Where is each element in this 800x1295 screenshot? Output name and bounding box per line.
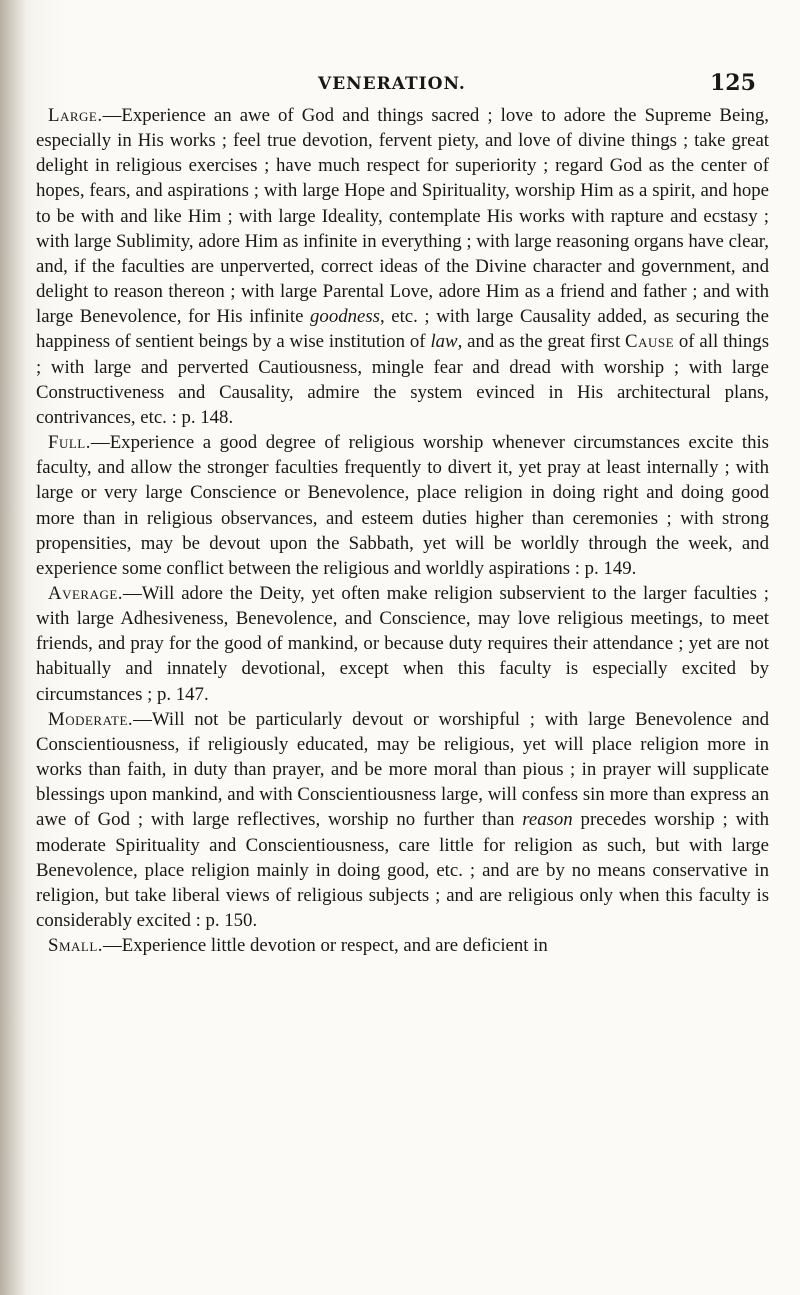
italic-text: goodness (310, 306, 380, 328)
section-term: Moderate. (48, 708, 134, 730)
section-term: Full. (48, 432, 91, 454)
paragraph-text: —Will not be particularly devout or worshipful ; with large Benevolence and Conscientiousness, if religiously educated, may be religious, yet will place religion more in works than faith, in duty than prayer, and be more moral than pious ; in prayer will supplicate blessings upon mankind, and with Conscientiousness large, will confess sin more than express an awe of God ; with large reflectives, worship no further than (36, 708, 769, 831)
page-header (0, 70, 800, 102)
paragraph-full (36, 430, 769, 581)
page-number: 125 (710, 70, 756, 96)
section-term: Small. (48, 935, 103, 957)
paragraph-text: —Experience little devotion or respect, and are deficient in (102, 935, 548, 957)
section-term: Large. (48, 105, 103, 126)
italic-text: law (430, 331, 458, 353)
paragraph-moderate (36, 707, 769, 933)
small-caps-text: Cause (625, 331, 675, 353)
paragraph-small (36, 933, 769, 958)
paragraph-text: , and as the great first (457, 331, 626, 353)
section-term: Average. (48, 582, 123, 604)
italic-text: reason (522, 809, 573, 831)
binding-shadow (0, 0, 26, 1295)
body-text (36, 103, 769, 958)
paragraph-text: —Experience a good degree of religious worship whenever circumstances excite this faculty, and allow the stronger faculties frequently to divert it, yet pray at least internally ; with large or very large Conscience or Benevolence, place religion in doing right and doing good more than in religious observances, and esteem duties higher than ceremonies ; with strong propensities, may be devout upon the Sabbath, yet will be worldly through the week, and experience some conflict between the religious and worldly aspirations : p. 149. (36, 432, 769, 579)
paragraph-text: —Experience an awe of God and things sacred ; love to adore the Supreme Being, especially in His works ; feel true devotion, fervent piety, and love of divine things ; take great delight in religious exercises ; have much respect for superiority ; regard God as the center of hopes, fears, and aspirations ; with large Hope and Spirituality, worship Him as a spirit, and hope to be with and like Him ; with large Ideality, contemplate His works with rapture and ecstasy ; with large Sublimity, adore Him as infinite in everything ; with large reasoning organs have clear, and, if the faculties are unperverted, correct ideas of the Divine character and government, and delight to reason thereon ; with large Parental Love, adore Him as a friend and father ; and with large Benevolence, for His infinite (36, 105, 769, 328)
paragraph-text: —Will adore the Deity, yet often make religion subservient to the larger faculties ; with large Adhesiveness, Benevolence, and Conscience, may love religious meetings, to meet friends, and pray for the good of mankind, or because duty requires their attendance ; yet are not habitually and innately devotional, except when this faculty is especially excited by circumstances ; p. 147. (36, 582, 769, 705)
paragraph-text: , etc. ; with large Causality added, as securing the happiness of sentient beings by a wise institution of (36, 306, 769, 353)
paragraph-text: precedes worship ; with moderate Spirituality and Conscientiousness, care little for religion as such, but with large Benevolence, place religion mainly in doing good, etc. ; and are by no means conservative in religion, but take liberal views of religious subjects ; and are religious only when this faculty is considerably excited : p. 150. (36, 809, 769, 931)
paragraph-large (36, 103, 769, 430)
paragraph-text: of all things ; with large and perverted Cautiousness, mingle fear and dread with worship ; with large Constructiveness and Causality, admire the system evinced in His architectural plans, contrivances, etc. : p. 148. (36, 331, 769, 428)
paragraph-average (36, 581, 769, 707)
running-head: VENERATION. (318, 74, 466, 94)
